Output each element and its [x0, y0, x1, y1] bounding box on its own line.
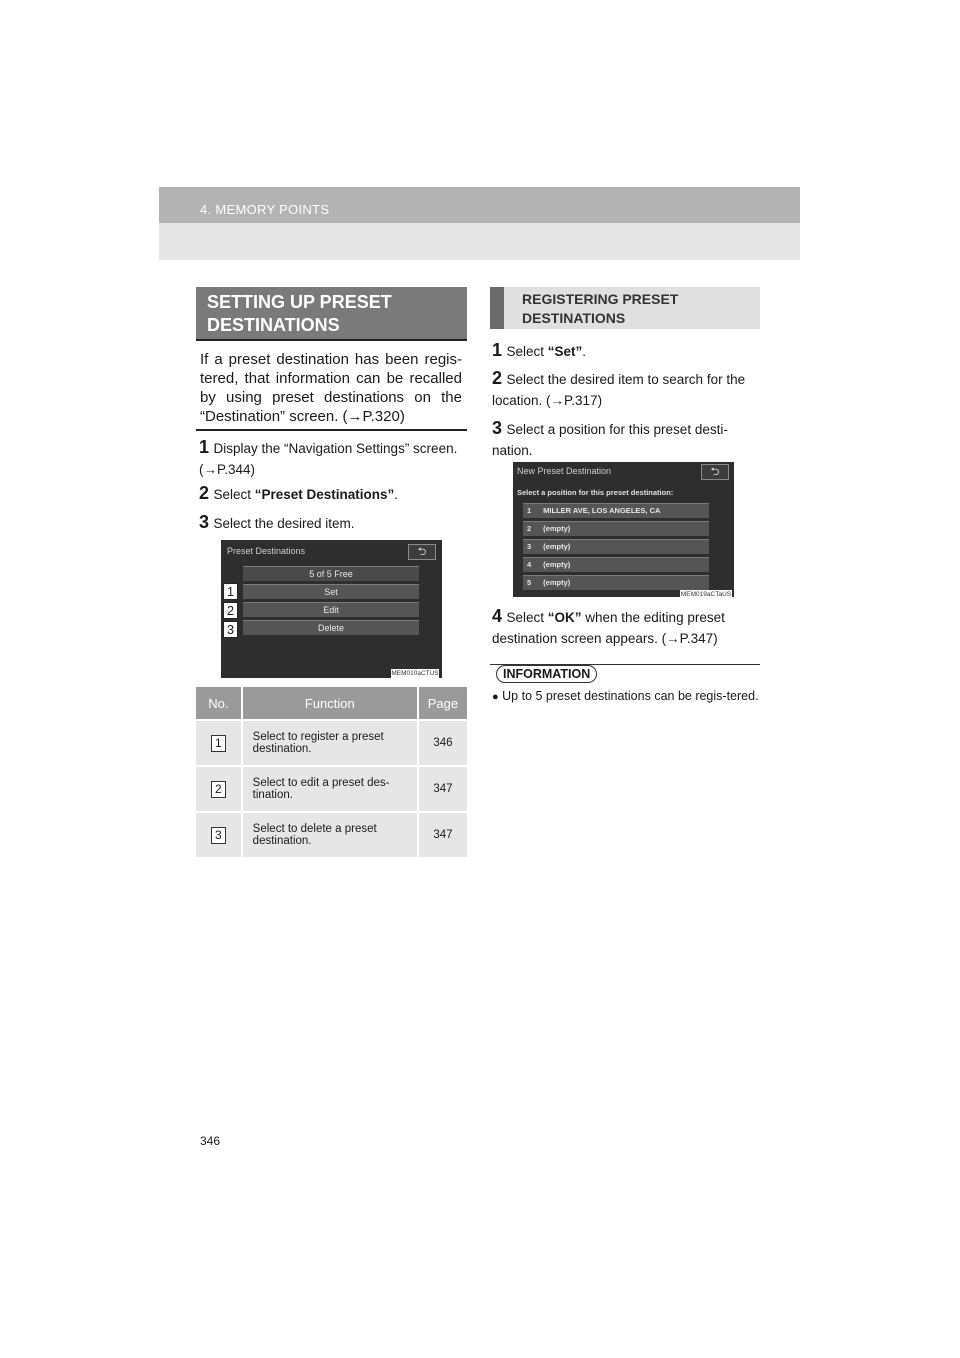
row-page: 346: [418, 720, 467, 766]
bullet-dot-icon: ●: [492, 691, 499, 703]
screen-title: New Preset Destination: [517, 466, 612, 476]
right-section-title-1: REGISTERING PRESET: [522, 291, 679, 307]
function-table: [196, 687, 467, 857]
callout-1: 1: [223, 583, 238, 600]
chapter-title: 4. MEMORY POINTS: [200, 202, 330, 217]
step-number: 3: [492, 418, 503, 438]
left-step-2: [199, 483, 465, 505]
preset-destinations-screen: [221, 540, 442, 678]
callout-2: 2: [223, 602, 238, 619]
left-section-title-2: DESTINATIONS: [207, 315, 340, 335]
right-section-heading: [490, 287, 760, 329]
information-label: INFORMATION: [496, 665, 597, 683]
heading-tab: [490, 287, 504, 329]
back-icon[interactable]: ⮌: [701, 464, 729, 480]
step-text: Select the desired item.: [213, 516, 355, 531]
step-text: Select “OK” when the editing preset destination screen appears. (→P.347): [492, 610, 725, 646]
right-step-4: [492, 606, 760, 649]
position-prompt: Select a position for this preset destination:: [517, 488, 674, 497]
col-no: No.: [196, 687, 242, 720]
right-step-3: [492, 418, 760, 461]
step-number: 3: [199, 512, 210, 532]
position-3-button[interactable]: 3 (empty): [523, 539, 709, 554]
table-header: [196, 687, 467, 720]
row-page: 347: [418, 766, 467, 812]
left-step-1: [199, 437, 465, 480]
intro-box: [196, 345, 467, 431]
step-text: Select “Set”.: [506, 344, 587, 359]
step-text: Select the desired item to search for the location. (→P.317): [492, 372, 746, 408]
delete-button[interactable]: Delete: [243, 620, 419, 635]
col-page: Page: [418, 687, 467, 720]
step-text: Select a position for this preset desti-nation.: [492, 422, 728, 458]
row-number: 1: [211, 735, 226, 752]
step-number: 4: [492, 606, 503, 626]
set-button[interactable]: Set: [243, 584, 419, 599]
step-text: Select “Preset Destinations”.: [213, 487, 399, 502]
row-number: 2: [211, 781, 226, 798]
edit-button[interactable]: Edit: [243, 602, 419, 617]
right-step-2: [492, 368, 760, 411]
step-number: 2: [199, 483, 210, 503]
row-function: Select to delete a preset destination.: [242, 812, 418, 857]
back-icon[interactable]: ⮌: [408, 544, 436, 560]
figure-code: MEM010aCTUS: [391, 670, 439, 677]
position-1-button[interactable]: 1 MILLER AVE, LOS ANGELES, CA: [523, 503, 709, 518]
right-section-title-2: DESTINATIONS: [522, 310, 626, 326]
screen-title: Preset Destinations: [227, 546, 306, 556]
left-step-3: [199, 512, 465, 534]
free-count-label: 5 of 5 Free: [243, 566, 419, 581]
position-4-button[interactable]: 4 (empty): [523, 557, 709, 572]
step-number: 1: [199, 437, 210, 457]
page-number: 346: [200, 1134, 221, 1148]
left-section-title-1: SETTING UP PRESET: [207, 292, 392, 312]
step-number: 2: [492, 368, 503, 388]
col-function: Function: [242, 687, 418, 720]
position-5-button[interactable]: 5 (empty): [523, 575, 709, 590]
row-function: Select to edit a preset des-tination.: [242, 766, 418, 812]
table-row: [196, 720, 467, 766]
intro-text: If a preset destination has been regis-tered, that information can be recalled by using preset destinations on the “Destination” screen. (→P.320): [200, 351, 462, 425]
step-number: 1: [492, 340, 503, 360]
left-section-heading: [196, 287, 467, 341]
table-row: [196, 766, 467, 812]
new-preset-destination-screen: [513, 462, 734, 597]
row-number: 3: [211, 827, 226, 844]
step-text: Display the “Navigation Settings” screen. (→P.344): [199, 441, 458, 477]
row-function: Select to register a preset destination.: [242, 720, 418, 766]
row-page: 347: [418, 812, 467, 857]
callout-3: 3: [223, 621, 238, 638]
information-bullet: ● Up to 5 preset destinations can be regis-tered.: [492, 689, 759, 703]
position-2-button[interactable]: 2 (empty): [523, 521, 709, 536]
table-row: [196, 812, 467, 857]
right-step-1: [492, 340, 760, 362]
figure-code: MEM019aCTaUS: [680, 591, 732, 598]
